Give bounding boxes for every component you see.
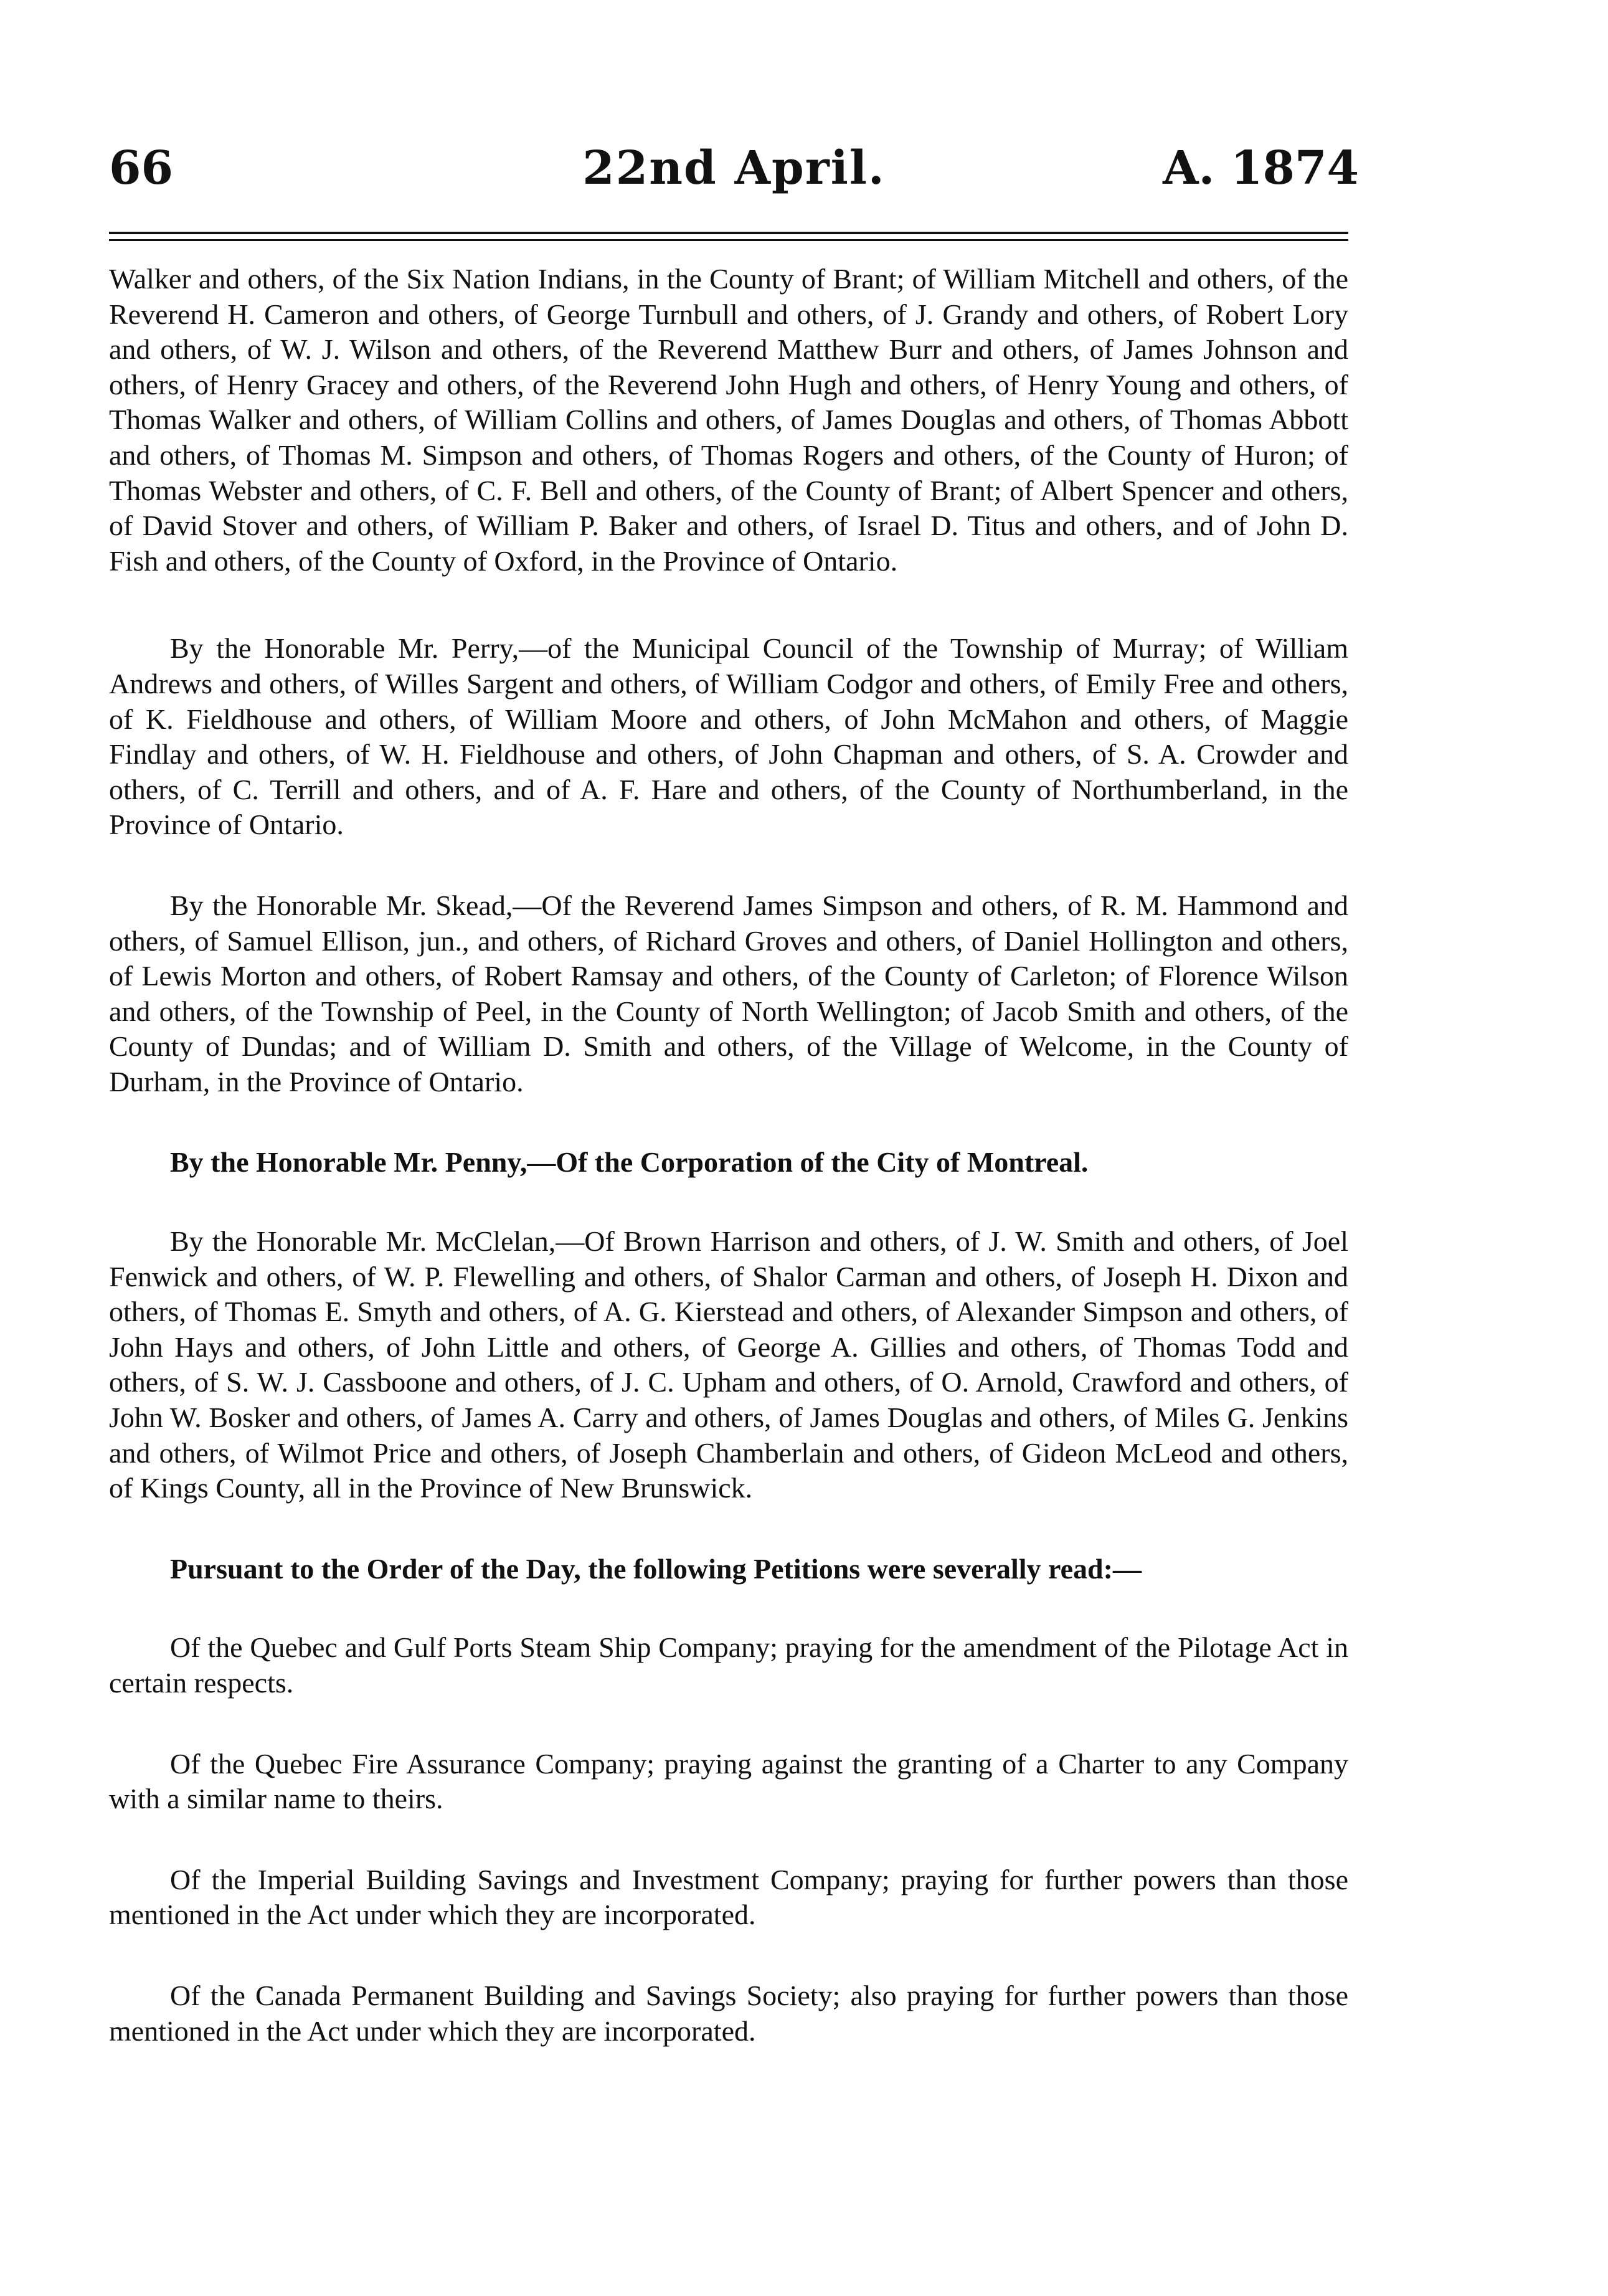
paragraph-petition-imperial-building: Of the Imperial Building Savings and Investment Company; praying for further powers than those mentioned in the Act under which they are incorporated. bbox=[109, 1863, 1348, 1931]
paragraph-petition-quebec-gulf: Of the Quebec and Gulf Ports Steam Ship Company; praying for the amendment of the Pilotage Act in certain respects. bbox=[109, 1631, 1348, 1699]
page-year: A. 1874 bbox=[1163, 141, 1359, 195]
page-number: 66 bbox=[109, 141, 173, 195]
header-rule-bottom bbox=[109, 239, 1348, 241]
page-header bbox=[109, 137, 1359, 206]
paragraph-skead-petitions: By the Honorable Mr. Skead,—Of the Reverend James Simpson and others, of R. M. Hammond and others, of Samuel Ellison, jun., and others, of Richard Groves and others, of Daniel Hollington and others, of Lewis Morton and others, of Robert Ramsay and others, of the County of Carleton; of Florence Wilson and others, of the Township of Peel, in the County of North Wellington; of Jacob Smith and others, of the County of Dundas; and of William D. Smith and others, of the Village of Welcome, in the County of Durham, in the Province of Ontario. bbox=[109, 889, 1348, 1098]
paragraph-order-of-day: Pursuant to the Order of the Day, the following Petitions were severally read:— bbox=[170, 1552, 1142, 1585]
header-rule-top bbox=[109, 232, 1348, 234]
paragraph-perry-petitions: By the Honorable Mr. Perry,—of the Municipal Council of the Township of Murray; of William Andrews and others, of Willes Sargent and others, of William Codgor and others, of Emily Free and others, of K. Fieldhouse and others, of William Moore and others, of John McMahon and others, of Maggie Findlay and others, of W. H. Fieldhouse and others, of John Chapman and others, of S. A. Crowder and others, of C. Terrill and others, and of A. F. Hare and others, of the County of Northumberland, in the Province of Ontario. bbox=[109, 632, 1348, 841]
page-body bbox=[109, 262, 1348, 2094]
paragraph-petition-quebec-fire: Of the Quebec Fire Assurance Company; praying against the granting of a Charter to any Company with a similar name to theirs. bbox=[109, 1747, 1348, 1815]
page-date-heading: 22nd April. bbox=[582, 141, 886, 195]
paragraph-continued-petitions: Walker and others, of the Six Nation Indians, in the County of Brant; of William Mitchell and others, of the Reverend H. Cameron and others, of George Turnbull and others, of J. Grandy and others, of Robert Lory and others, of W. J. Wilson and others, of the Reverend Matthew Burr and others, of James Johnson and others, of Henry Gracey and others, of the Reverend John Hugh and others, of Henry Young and others, of Thomas Walker and others, of William Collins and others, of James Douglas and others, of Thomas Abbott and others, of Thomas M. Simpson and others, of Thomas Rogers and others, of the County of Huron; of Thomas Webster and others, of C. F. Bell and others, of the County of Brant; of Albert Spencer and others, of David Stover and others, of William P. Baker and others, of Israel D. Titus and others, and of John D. Fish and others, of the County of Oxford, in the Province of Ontario. bbox=[109, 263, 1348, 577]
paragraph-penny-petitions: By the Honorable Mr. Penny,—Of the Corporation of the City of Montreal. bbox=[170, 1146, 1089, 1179]
paragraph-mcclelan-petitions: By the Honorable Mr. McClelan,—Of Brown Harrison and others, of J. W. Smith and others, of Joel Fenwick and others, of W. P. Flewelling and others, of Shalor Carman and others, of Joseph H. Dixon and others, of Thomas E. Smyth and others, of A. G. Kierstead and others, of Alexander Simpson and others, of John Hays and others, of John Little and others, of George A. Gillies and others, of Thomas Todd and others, of S. W. J. Cassboone and others, of J. C. Upham and others, of O. Arnold, Crawford and others, of John W. Bosker and others, of James A. Carry and others, of James Douglas and others, of Miles G. Jenkins and others, of Wilmot Price and others, of Joseph Chamberlain and others, of Gideon McLeod and others, of Kings County, all in the Province of New Brunswick. bbox=[109, 1225, 1348, 1504]
paragraph-petition-canada-permanent: Of the Canada Permanent Building and Savings Society; also praying for further powers than those mentioned in the Act under which they are incorporated. bbox=[109, 1979, 1348, 2047]
